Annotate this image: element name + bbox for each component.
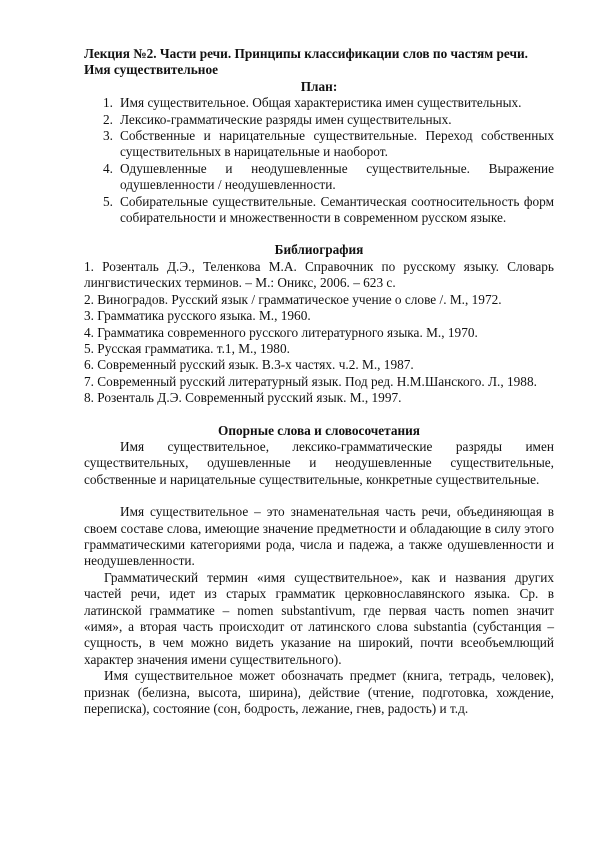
keywords-text: Имя существительное, лексико-грамматические разряды имен существительных, одушевленные и неодушевленные существительные, собственные и нарицательные существительные, конкретные существительные. [84,438,554,487]
bibliography-item: 8. Розенталь Д.Э. Современный русский язык. М., 1997. [84,390,402,406]
plan-item [103,160,554,194]
plan-item [103,95,554,111]
plan-item-text: Имя существительное. Общая характеристика имен существительных. [120,95,522,111]
plan-item-number: 3. [103,128,113,144]
plan-list [84,95,554,226]
bibliography-item: 6. Современный русский язык. В.3-х частях. ч.2. М., 1987. [84,357,414,373]
body-paragraph: Имя существительное может обозначать предмет (книга, тетрадь, человек), признак (белизна, высота, ширина), действие (чтение, подготовка, хождение, переписка), состояние (сон, бодрость, лежание, гнев, радость) и т.д. [84,668,554,717]
plan-item [103,128,554,161]
bibliography-item: 2. Виноградов. Русский язык / грамматическое учение о слове /. М., 1972. [84,291,502,307]
spacer [84,407,554,423]
spacer [84,226,554,242]
bibliography-item: 4. Грамматика современного русского литературного языка. М., 1970. [84,324,478,340]
body-paragraph: Грамматический термин «имя существительное», как и названия других частей речи, идет из старых грамматик церковнославянского языка. Ср. в латинской грамматике – nomen substantivum, где первая часть nomen значит «имя», а вторая часть происходит от латинского слова substantia (субстанция – сущность, в чем можно видеть указание на широкий, почти всеобъемлющий характер значения имени существительного). [84,569,554,667]
plan-item-number: 2. [103,111,113,127]
plan-item-number: 4. [103,160,113,176]
keywords-heading: Опорные слова и словосочетания [217,422,421,438]
plan-item-number: 5. [103,193,113,209]
bibliography-heading: Библиография [274,242,364,258]
plan-heading: План: [300,78,338,94]
plan-item-text: Собирательные существительные. Семантическая соотносительность форм собирательности и множественности в современном русском языке. [120,193,554,226]
plan-item-text: Лексико-грамматические разряды имен существительных. [120,111,452,127]
plan-item-text: Собственные и нарицательные существительные. Переход собственных существительных в нарицательные и наоборот. [120,128,554,160]
lecture-title: Лекция №2. Части речи. Принципы классификации слов по частям речи. Имя существительное [84,46,528,78]
plan-item [103,111,554,128]
bibliography-item: 1. Розенталь Д.Э., Теленкова М.А. Справочник по русскому языку. Словарь лингвистических терминов. – М.: Оникс, 2006. – 623 с. [84,258,554,291]
plan-item [103,193,554,227]
bibliography-item: 5. Русская грамматика. т.1, М., 1980. [84,340,290,356]
bibliography-list [84,259,554,407]
plan-item-number: 1. [103,95,113,111]
bibliography-item: 7. Современный русский литературный язык. Под ред. Н.М.Шанского. Л., 1988. [84,373,537,389]
bibliography-item: 3. Грамматика русского языка. М., 1960. [84,308,311,324]
spacer [84,488,554,504]
body-paragraph: Имя существительное – это знаменательная часть речи, объединяющая в своем составе слова, имеющие значение предметности и обладающие в силу этого грамматическими категориями рода, числа и падежа, а также одушевленности и неодушевленности. [84,504,554,569]
plan-item-text: Одушевленные и неодушевленные существительные. Выражение одушевленности / неодушевленности. [120,160,554,193]
